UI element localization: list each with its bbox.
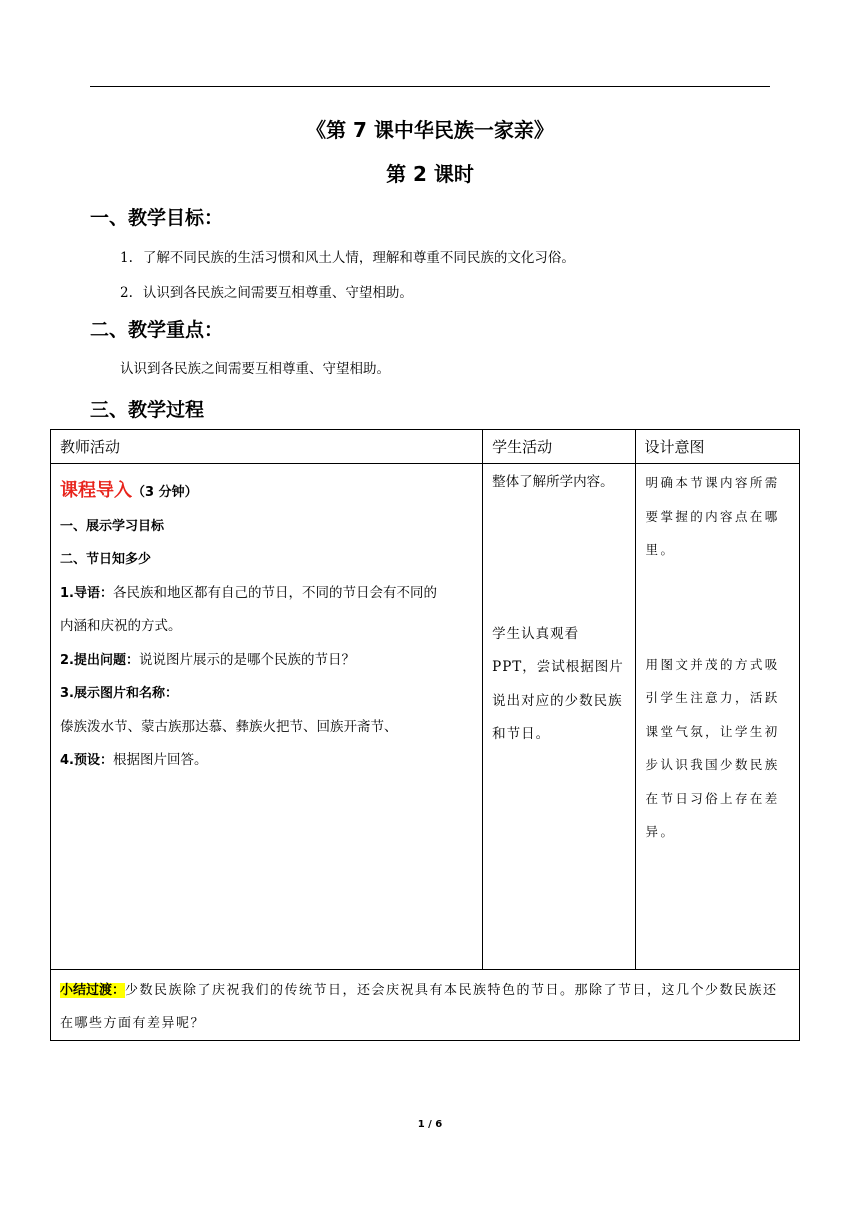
column-header-design: 设计意图 [635,430,799,464]
objective-number: 1. [120,250,133,266]
objective-text: 认识到各民族之间需要互相尊重、守望相助。 [142,285,413,301]
design-intent-1: 明确本节课内容所需要掌握的内容点在哪里。 [645,475,780,557]
document-subtitle: 第 2 课时 [386,162,474,186]
key-points-heading: 二、教学重点： [90,319,224,341]
student-activity-1: 整体了解所学内容。 [492,474,614,490]
intro-title: 课程导入 [60,480,132,501]
design-intent-cell [635,464,799,970]
objective-number: 2. [120,285,133,301]
key-points-text: 认识到各民族之间需要互相尊重、守望相助。 [120,361,390,377]
page-number: 1 / 6 [417,1119,443,1130]
teacher-activity-cell [51,464,483,970]
teacher-item-3-label: 3.展示图片和名称： [60,686,178,701]
objective-text: 了解不同民族的生活习惯和风土人情，理解和尊重不同民族的文化习俗。 [142,250,575,266]
process-table [50,429,800,1041]
objective-item [120,281,413,301]
column-header-student: 学生活动 [483,430,635,464]
teacher-line: 一、展示学习目标 [60,518,165,534]
summary-label: 小结过渡： [60,983,126,998]
teacher-item-2: 2.提出问题：说说图片展示的是哪个民族的节日？ [60,651,355,668]
table-row [51,464,800,970]
column-header-teacher: 教师活动 [51,430,483,464]
process-heading: 三、教学过程 [90,399,205,421]
teacher-line: 二、节日知多少 [60,552,152,567]
document-title: 《第 7 课中华民族一家亲》 [306,118,554,142]
teacher-item-1: 1.导语：各民族和地区都有自己的节日，不同的节日会有不同的 [60,584,437,601]
header-rule [90,86,770,87]
summary-text: 少数民族除了庆祝我们的传统节日，还会庆祝具有本民族特色的节日。那除了节日，这几个少数民族还在哪些方面有差异呢？ [60,983,778,1031]
summary-row [51,970,800,1041]
teacher-item-1-cont: 内涵和庆祝的方式。 [60,618,182,634]
intro-line [60,474,473,510]
design-intent-2: 用图文并茂的方式吸引学生注意力，活跃课堂气氛，让学生初步认识我国少数民族在节日习俗上存在差异。 [645,656,780,839]
table-header-row [51,430,800,464]
teacher-item-3-text: 傣族泼水节、蒙古族那达慕、彝族火把节、回族开斋节、 [60,718,398,735]
objective-item [120,246,575,266]
intro-duration: （3 分钟） [132,485,198,500]
student-activity-cell [483,464,635,970]
objectives-heading: 一、教学目标： [90,207,224,229]
summary-cell [51,970,800,1041]
teacher-item-4: 4.预设：根据图片回答。 [60,752,208,768]
student-activity-2: 学生认真观看 PPT，尝试根据图片说出对应的少数民族和节日。 [492,625,624,742]
